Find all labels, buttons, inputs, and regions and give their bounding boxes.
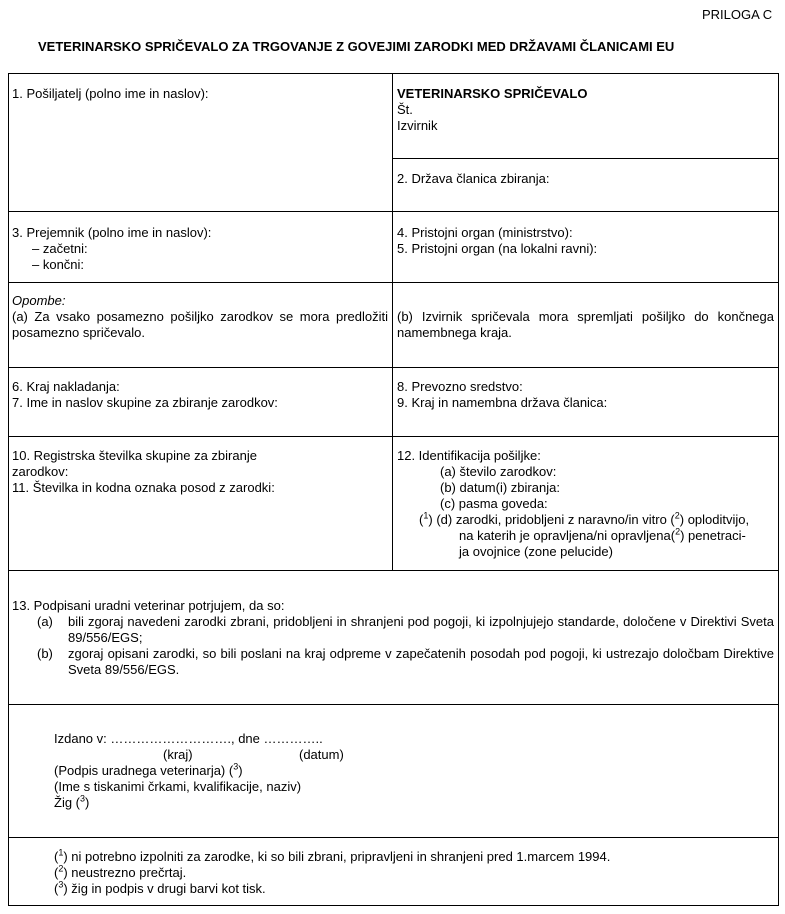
identification-item-b: (b) datum(i) zbiranja: — [440, 480, 560, 495]
box-registration — [12, 448, 302, 496]
box-consignee — [12, 225, 211, 273]
notes-heading: Opombe: — [12, 293, 66, 308]
annex-label: PRILOGA C — [702, 7, 773, 22]
box-identification — [397, 448, 775, 560]
issued-captions — [54, 747, 344, 763]
identification-item-d: ($^1$) (d) zarodki, pridobljeni z naravno/in vitro ($^2$) oploditvijo, — [419, 510, 750, 527]
issued-block — [54, 731, 344, 811]
box-loading-place-label: 6. Kraj nakladanja: — [12, 379, 120, 394]
box-identification-label: 12. Identifikacija pošiljke: — [397, 448, 541, 463]
box-registration-number-label: 10. Registrska številka skupine za zbiranje zarodkov: — [12, 448, 257, 479]
box-loading — [12, 379, 278, 411]
consignee-initial-label: – začetni: — [32, 241, 88, 256]
stamp-label: Žig ($^3$) — [54, 793, 90, 810]
box-competent-local-label: 5. Pristojni organ (na lokalni ravni): — [397, 241, 598, 256]
footnote-3: ($^3$) žig in podpis v drugi barvi kot tisk. — [54, 879, 266, 896]
footnote-2: ($^2$) neustrezno prečrtaj. — [54, 863, 187, 880]
date-caption: (datum) — [299, 747, 344, 762]
box-collection-state-label: 2. Država članica zbiranja: — [397, 171, 550, 186]
note-a: (a) Za vsako posamezno pošiljko zarodkov se mora predložiti posamezno spričevalo. — [12, 309, 388, 340]
box-container-number-label: 11. Številka in kodna oznaka posod z zarodki: — [12, 480, 275, 495]
identification-item-d-end: ja ovojnice (zone pelucide) — [459, 544, 613, 559]
box-transport — [397, 379, 607, 411]
consignee-final-label: – končni: — [32, 257, 85, 272]
issued-line: Izdano v: ………………………., dne ………….. — [54, 731, 323, 746]
document-title: VETERINARSKO SPRIČEVALO ZA TRGOVANJE Z GOVEJIMI ZARODKI MED DRŽAVAMI ČLANICAMI EU — [38, 39, 675, 54]
footnote-1: ($^1$) ni potrebno izpolniti za zarodke, ki so bili zbrani, pripravljeni in shranjeni pred 1.marcem 1994. — [54, 847, 611, 864]
footnotes — [54, 849, 610, 897]
attestation-label: 13. Podpisani uradni veterinar potrjujem, da so: — [12, 598, 285, 613]
certificate-number-label: Št. — [397, 102, 413, 117]
note-b: (b) Izvirnik spričevala mora spremljati pošiljko do končnega namembnega kraja. — [397, 309, 774, 340]
box-transport-label: 8. Prevozno sredstvo: — [397, 379, 523, 394]
identification-item-d-cont: na katerih je opravljena/ni opravljena($^2$) penetraci- — [459, 526, 746, 543]
name-label: (Ime s tiskanimi črkami, kvalifikacije, naziv) — [54, 779, 302, 794]
certificate-header — [397, 86, 587, 134]
box-attestation — [12, 598, 774, 678]
box-consignor-label: 1. Pošiljatelj (polno ime in naslov): — [12, 86, 209, 101]
box-authorities — [397, 225, 597, 257]
box-destination-label: 9. Kraj in namembna država članica: — [397, 395, 608, 410]
identification-item-a: (a) število zarodkov: — [440, 464, 557, 479]
notes-left — [12, 293, 388, 341]
attestation-item-b: (b) zgoraj opisani zarodki, so bili poslani na kraj odpreme v zapečatenih posodah pod pogoji, ki ustrezajo določbam Direktive Sveta 89/556/EGS. — [37, 646, 774, 677]
box-consignee-label: 3. Prejemnik (polno ime in naslov): — [12, 225, 212, 240]
place-caption: (kraj) — [163, 747, 193, 762]
box-competent-ministry-label: 4. Pristojni organ (ministrstvo): — [397, 225, 573, 240]
certificate-heading: VETERINARSKO SPRIČEVALO — [397, 86, 588, 101]
identification-item-c: (c) pasma goveda: — [440, 496, 548, 511]
certificate-original-label: Izvirnik — [397, 118, 438, 133]
signature-label: (Podpis uradnega veterinarja) ($^3$) — [54, 761, 243, 778]
attestation-item-a: (a) bili zgoraj navedeni zarodki zbrani, pridobljeni in shranjeni pod pogoji, ki izpolnjujejo standarde, določene v Direktivi Sveta 89/556/EGS; — [37, 614, 774, 645]
box-collection-team-label: 7. Ime in naslov skupine za zbiranje zarodkov: — [12, 395, 278, 410]
